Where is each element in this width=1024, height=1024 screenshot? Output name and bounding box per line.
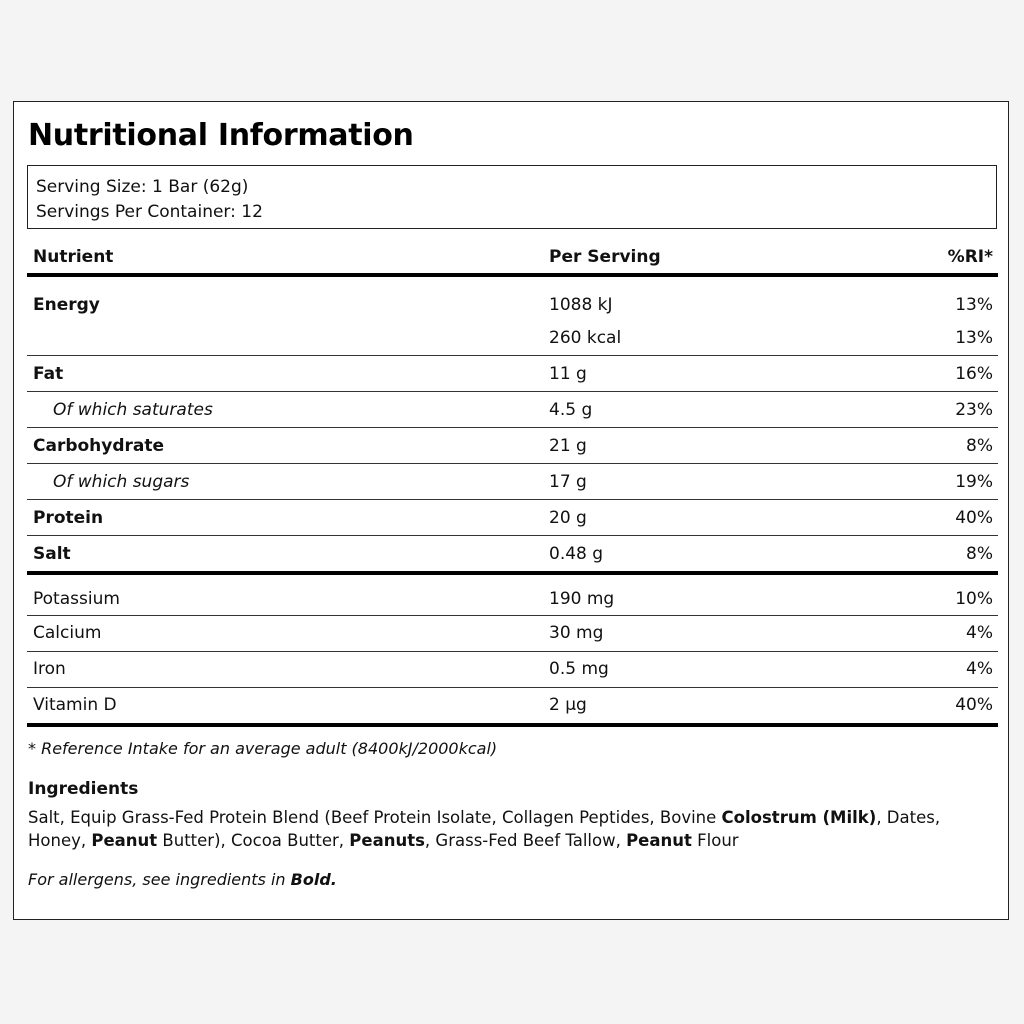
nutrient-ri: 10%	[855, 573, 998, 615]
ingredients-text	[28, 806, 998, 852]
nutrient-value: 260 kcal	[543, 320, 855, 356]
nutrient-ri: 4%	[855, 651, 998, 687]
table-row	[27, 500, 998, 536]
nutrient-value: 4.5 g	[543, 392, 855, 428]
servings-per-container: Servings Per Container: 12	[36, 202, 263, 222]
nutrient-value: 21 g	[543, 428, 855, 464]
table-header-row	[27, 241, 998, 275]
ingredients-part: Butter), Cocoa Butter,	[157, 831, 350, 850]
nutrient-name: Protein	[27, 500, 543, 536]
table-row	[27, 320, 998, 356]
allergen-note-emphasis: Bold.	[290, 870, 337, 889]
nutrient-ri: 13%	[955, 295, 993, 315]
table-row	[27, 428, 998, 464]
nutrient-value: 30 mg	[543, 615, 855, 651]
nutrient-value: 0.5 mg	[543, 651, 855, 687]
ingredients-part: Flour	[691, 831, 739, 850]
nutrient-ri: 16%	[855, 356, 998, 392]
nutrient-ri: 19%	[855, 464, 998, 500]
allergen-highlight: Peanuts	[349, 831, 425, 850]
table-row	[27, 392, 998, 428]
nutrition-panel	[13, 101, 1009, 920]
nutrient-ri: 13%	[855, 320, 998, 356]
table-row	[27, 615, 998, 651]
ingredients-part: , Grass-Fed Beef Tallow,	[424, 831, 627, 850]
nutrient-ri: 8%	[855, 536, 998, 574]
table-row	[27, 573, 998, 615]
nutrient-name: Iron	[27, 651, 543, 687]
serving-info-box	[27, 165, 997, 229]
nutrient-name	[27, 320, 543, 356]
table-row	[27, 275, 998, 320]
table-row	[27, 536, 998, 574]
nutrient-name: Of which sugars	[27, 464, 543, 500]
nutrient-name: Carbohydrate	[27, 428, 543, 464]
table-row	[27, 356, 998, 392]
allergen-highlight: Peanut	[91, 831, 158, 850]
allergen-highlight: Peanut	[626, 831, 692, 850]
nutrient-value: 11 g	[543, 356, 855, 392]
table-row	[27, 464, 998, 500]
table-row	[27, 651, 998, 687]
nutrition-table	[27, 241, 998, 727]
nutrient-value: 0.48 g	[543, 536, 855, 574]
nutrient-value: 20 g	[543, 500, 855, 536]
header-ri: %RI*	[855, 241, 998, 275]
nutrient-name: Fat	[27, 356, 543, 392]
table-row	[27, 687, 998, 725]
nutrient-name: Calcium	[27, 615, 543, 651]
ingredients-part: Salt, Equip Grass-Fed Protein Blend (Beef Protein Isolate, Collagen Peptides, Bovine	[28, 808, 722, 827]
page-title: Nutritional Information	[28, 118, 414, 153]
nutrient-ri: 8%	[855, 428, 998, 464]
nutrient-value: 17 g	[543, 464, 855, 500]
serving-size: Serving Size: 1 Bar (62g)	[36, 177, 249, 197]
ingredients-part: , Dates, Honey,	[28, 808, 941, 850]
allergen-note	[28, 870, 337, 889]
allergen-highlight: Colostrum (Milk)	[721, 808, 877, 827]
nutrient-name: Vitamin D	[27, 687, 543, 725]
nutrient-value: 2 µg	[543, 687, 855, 725]
nutrient-name: Potassium	[27, 573, 543, 615]
nutrient-ri: 40%	[855, 500, 998, 536]
nutrient-ri: 23%	[855, 392, 998, 428]
nutrient-value: 1088 kJ	[549, 295, 613, 315]
header-nutrient: Nutrient	[27, 241, 543, 275]
nutrient-name: Energy	[33, 295, 100, 315]
allergen-note-prefix: For allergens, see ingredients in	[28, 870, 291, 889]
nutrient-ri: 4%	[855, 615, 998, 651]
nutrient-name: Of which saturates	[27, 392, 543, 428]
nutrient-ri: 40%	[855, 687, 998, 725]
nutrient-value: 190 mg	[543, 573, 855, 615]
header-per-serving: Per Serving	[543, 241, 855, 275]
reference-intake-footnote: * Reference Intake for an average adult (8400kJ/2000kcal)	[28, 739, 498, 758]
nutrient-name: Salt	[27, 536, 543, 574]
ingredients-heading: Ingredients	[28, 779, 139, 799]
